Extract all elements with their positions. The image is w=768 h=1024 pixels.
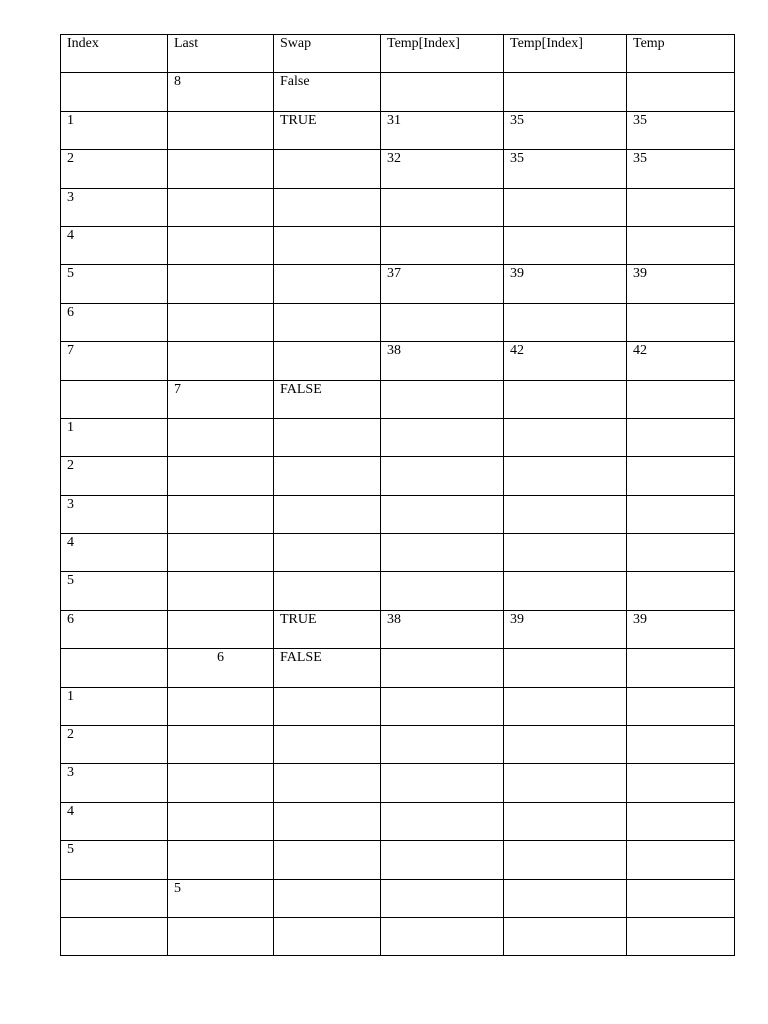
table-cell-swap [274, 303, 381, 341]
table-cell-swap [274, 188, 381, 226]
table-cell-temp-index-1 [381, 495, 504, 533]
table-row [61, 342, 735, 380]
table-cell-temp [627, 457, 735, 495]
table-cell-temp [627, 917, 735, 955]
table-cell-swap: TRUE [274, 610, 381, 648]
table-cell-last: 5 [168, 879, 274, 917]
table-row [61, 457, 735, 495]
table-cell-last [168, 457, 274, 495]
table-cell-index: 2 [61, 726, 168, 764]
header-cell-last: Last [168, 35, 274, 73]
table-cell-temp: 35 [627, 150, 735, 188]
table-cell-temp-index-2 [504, 649, 627, 687]
table-cell-last [168, 111, 274, 149]
table-cell-index: 3 [61, 188, 168, 226]
table-cell-temp [627, 572, 735, 610]
table-cell-temp-index-2 [504, 418, 627, 456]
table-cell-swap [274, 687, 381, 725]
table-cell-last [168, 495, 274, 533]
table-cell-temp-index-2 [504, 380, 627, 418]
table-cell-last [168, 188, 274, 226]
table-row [61, 726, 735, 764]
table-cell-index: 4 [61, 534, 168, 572]
table-row [61, 802, 735, 840]
table-cell-index [61, 917, 168, 955]
table-row [61, 687, 735, 725]
table-cell-index: 3 [61, 495, 168, 533]
table-cell-temp-index-2: 35 [504, 111, 627, 149]
table-cell-temp [627, 495, 735, 533]
table-cell-temp-index-1: 37 [381, 265, 504, 303]
table-cell-swap [274, 457, 381, 495]
table-cell-index: 2 [61, 457, 168, 495]
table-cell-temp-index-1: 38 [381, 610, 504, 648]
table-cell-temp-index-2 [504, 303, 627, 341]
table-cell-temp-index-2 [504, 457, 627, 495]
table-cell-temp [627, 649, 735, 687]
table-row [61, 226, 735, 264]
table-cell-swap [274, 764, 381, 802]
table-row [61, 73, 735, 111]
table-cell-last [168, 726, 274, 764]
table-row [61, 418, 735, 456]
table-cell-last [168, 802, 274, 840]
table-cell-swap [274, 917, 381, 955]
table-cell-temp-index-2 [504, 73, 627, 111]
table-cell-swap [274, 534, 381, 572]
table-cell-temp-index-2 [504, 802, 627, 840]
table-cell-index: 6 [61, 610, 168, 648]
table-cell-temp-index-2: 35 [504, 150, 627, 188]
table-cell-temp-index-2 [504, 917, 627, 955]
table-cell-index [61, 73, 168, 111]
table-cell-temp [627, 764, 735, 802]
table-cell-last: 6 [168, 649, 274, 687]
table-cell-index: 6 [61, 303, 168, 341]
table-cell-index: 4 [61, 802, 168, 840]
table-cell-swap [274, 879, 381, 917]
table-cell-last: 8 [168, 73, 274, 111]
table-cell-temp-index-1 [381, 687, 504, 725]
table-cell-temp [627, 303, 735, 341]
table-cell-temp [627, 418, 735, 456]
table-row [61, 764, 735, 802]
table-cell-last: 7 [168, 380, 274, 418]
table-cell-index: 1 [61, 687, 168, 725]
table-cell-temp [627, 534, 735, 572]
table-cell-temp-index-2: 39 [504, 610, 627, 648]
table-cell-last [168, 342, 274, 380]
table-cell-index: 1 [61, 111, 168, 149]
table-cell-temp: 42 [627, 342, 735, 380]
table-cell-last [168, 764, 274, 802]
table-cell-last [168, 687, 274, 725]
header-cell-temp: Temp [627, 35, 735, 73]
table-cell-temp-index-1: 31 [381, 111, 504, 149]
table-row [61, 265, 735, 303]
table-cell-last [168, 303, 274, 341]
header-cell-index: Index [61, 35, 168, 73]
table-cell-swap [274, 226, 381, 264]
table-cell-temp [627, 802, 735, 840]
table-cell-temp: 35 [627, 111, 735, 149]
table-cell-temp-index-1 [381, 764, 504, 802]
table-cell-last [168, 534, 274, 572]
table-cell-index: 3 [61, 764, 168, 802]
table-row [61, 572, 735, 610]
table-cell-temp-index-2 [504, 188, 627, 226]
table-cell-temp [627, 73, 735, 111]
table-cell-temp-index-2 [504, 764, 627, 802]
table-cell-temp: 39 [627, 610, 735, 648]
table-row [61, 303, 735, 341]
table-cell-last [168, 610, 274, 648]
table-cell-temp-index-1 [381, 649, 504, 687]
table-cell-swap: TRUE [274, 111, 381, 149]
table-cell-index: 5 [61, 841, 168, 879]
table-cell-index [61, 380, 168, 418]
table-cell-temp-index-1 [381, 917, 504, 955]
table-cell-temp-index-1 [381, 188, 504, 226]
table-cell-last [168, 150, 274, 188]
table-row [61, 917, 735, 955]
table-cell-last [168, 265, 274, 303]
table-cell-last [168, 572, 274, 610]
table-cell-index: 1 [61, 418, 168, 456]
trace-table [60, 34, 735, 956]
table-cell-temp [627, 380, 735, 418]
header-cell-temp-index-2: Temp[Index] [504, 35, 627, 73]
table-row [61, 534, 735, 572]
table-cell-temp-index-1 [381, 418, 504, 456]
table-cell-swap [274, 418, 381, 456]
table-cell-temp-index-1 [381, 841, 504, 879]
table-cell-temp-index-1 [381, 73, 504, 111]
table-cell-temp-index-1 [381, 457, 504, 495]
table-cell-temp-index-2 [504, 534, 627, 572]
table-cell-last [168, 841, 274, 879]
header-row [61, 35, 735, 73]
table-cell-last [168, 418, 274, 456]
table-cell-index: 5 [61, 572, 168, 610]
table-row [61, 610, 735, 648]
table-cell-index [61, 649, 168, 687]
table-cell-index: 5 [61, 265, 168, 303]
table-row [61, 495, 735, 533]
table-cell-temp-index-1 [381, 380, 504, 418]
table-cell-swap [274, 342, 381, 380]
table-row [61, 380, 735, 418]
table-cell-last [168, 226, 274, 264]
table-cell-index: 4 [61, 226, 168, 264]
header-cell-swap: Swap [274, 35, 381, 73]
table-cell-swap [274, 841, 381, 879]
table-cell-temp-index-1 [381, 226, 504, 264]
table-cell-temp-index-1: 32 [381, 150, 504, 188]
table-cell-swap [274, 495, 381, 533]
table-cell-temp-index-2: 42 [504, 342, 627, 380]
table-cell-temp-index-2 [504, 572, 627, 610]
table-cell-swap [274, 572, 381, 610]
table-cell-index: 2 [61, 150, 168, 188]
table-cell-temp-index-1 [381, 879, 504, 917]
table-cell-index: 7 [61, 342, 168, 380]
table-cell-swap [274, 802, 381, 840]
table-cell-temp [627, 726, 735, 764]
table-row [61, 649, 735, 687]
table-cell-temp-index-1 [381, 303, 504, 341]
table-cell-temp [627, 687, 735, 725]
table-cell-temp-index-2 [504, 495, 627, 533]
table-row [61, 879, 735, 917]
table-cell-temp [627, 879, 735, 917]
table-cell-swap [274, 265, 381, 303]
table-cell-temp-index-2 [504, 726, 627, 764]
table-cell-swap: FALSE [274, 649, 381, 687]
table-row [61, 841, 735, 879]
table-cell-temp-index-1 [381, 572, 504, 610]
table-cell-temp-index-1: 38 [381, 342, 504, 380]
table-cell-swap: False [274, 73, 381, 111]
table-cell-temp-index-1 [381, 802, 504, 840]
table-cell-temp: 39 [627, 265, 735, 303]
table-cell-swap: FALSE [274, 380, 381, 418]
table-cell-temp-index-2 [504, 226, 627, 264]
table-row [61, 188, 735, 226]
table-cell-temp-index-1 [381, 534, 504, 572]
table-cell-temp [627, 188, 735, 226]
table-cell-temp-index-1 [381, 726, 504, 764]
table-cell-temp-index-2 [504, 687, 627, 725]
table-cell-temp-index-2 [504, 841, 627, 879]
table-row [61, 111, 735, 149]
table-cell-temp-index-2 [504, 879, 627, 917]
table-cell-temp [627, 841, 735, 879]
table-cell-index [61, 879, 168, 917]
table-cell-swap [274, 150, 381, 188]
header-cell-temp-index-1: Temp[Index] [381, 35, 504, 73]
table-cell-swap [274, 726, 381, 764]
table-cell-temp [627, 226, 735, 264]
table-row [61, 150, 735, 188]
table-cell-temp-index-2: 39 [504, 265, 627, 303]
table-cell-last [168, 917, 274, 955]
